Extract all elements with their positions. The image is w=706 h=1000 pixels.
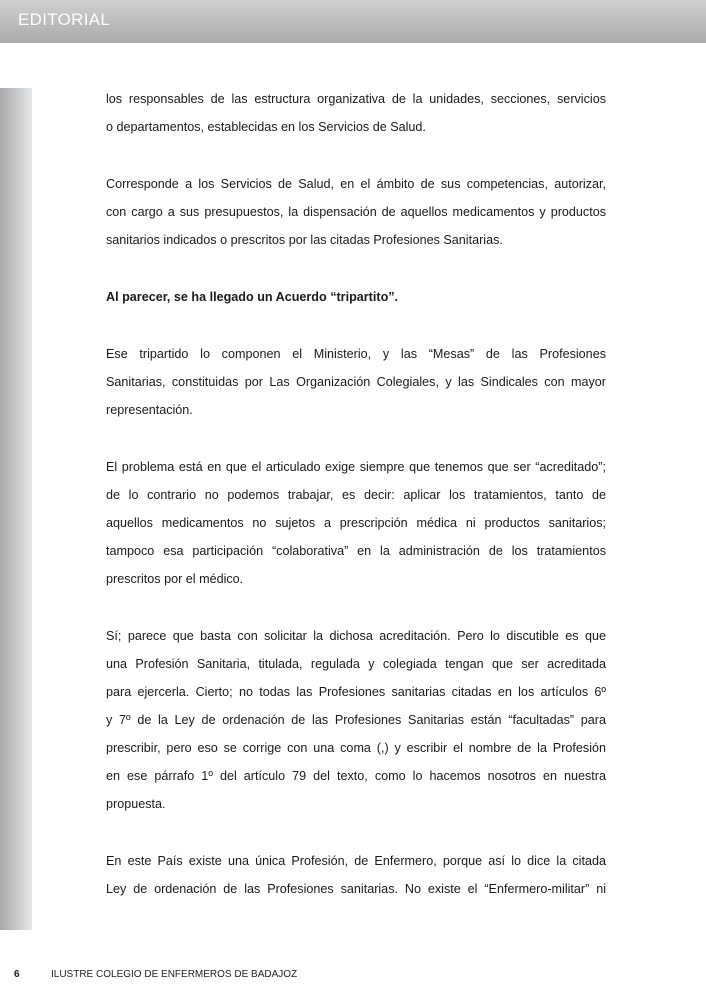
bold-paragraph: [106, 287, 606, 315]
text-line: prescribir, pero eso se corrige con una coma (,) y escribir el nombre de la Profesión: [106, 741, 606, 755]
footer-publication: ILUSTRE COLEGIO DE ENFERMEROS DE BADAJOZ: [51, 969, 298, 980]
paragraph: [106, 457, 606, 597]
text-line: prescritos por el médico.: [106, 572, 244, 586]
text-line: En este País existe una única Profesión, de Enfermero, porque así lo dice la citada: [106, 854, 606, 868]
text-line: representación.: [106, 403, 193, 417]
paragraph: [106, 89, 606, 145]
text-line: los responsables de las estructura organizativa de la unidades, secciones, servicios: [106, 92, 606, 106]
page-number: 6: [14, 969, 20, 980]
text-line: para ejercerla. Cierto; no todas las Profesiones sanitarias citadas en los artículos 6º: [106, 685, 606, 699]
text-line: tampoco esa participación “colaborativa” en la administración de los tratamientos: [106, 544, 606, 558]
text-line: Al parecer, se ha llegado un Acuerdo “tripartito”.: [106, 290, 399, 304]
text-line: Sanitarias, constituidas por Las Organización Colegiales, y las Sindicales con mayor: [106, 375, 606, 389]
text-line: Ley de ordenación de las Profesiones sanitarias. No existe el “Enfermero-militar” ni: [106, 882, 606, 896]
text-line: una Profesión Sanitaria, titulada, regulada y colegiada tengan que ser acreditada: [106, 657, 606, 671]
section-header: [0, 0, 706, 43]
section-title: EDITORIAL: [18, 10, 111, 29]
text-line: en ese párrafo 1º del artículo 79 del texto, como lo hacemos nosotros en nuestra: [106, 769, 606, 783]
text-line: Corresponde a los Servicios de Salud, en el ámbito de sus competencias, autorizar,: [106, 177, 606, 191]
text-line: Ese tripartido lo componen el Ministerio, y las “Mesas” de las Profesiones: [106, 347, 606, 361]
text-line: con cargo a sus presupuestos, la dispensación de aquellos medicamentos y productos: [106, 205, 606, 219]
paragraph: [106, 344, 606, 428]
decorative-side-bar: [0, 88, 32, 930]
text-line: de lo contrario no podemos trabajar, es decir: aplicar los tratamientos, tanto de: [106, 488, 606, 502]
paragraph: [106, 851, 606, 907]
paragraph: [106, 626, 606, 822]
paragraph: [106, 174, 606, 258]
text-line: sanitarios indicados o prescritos por las citadas Profesiones Sanitarias.: [106, 233, 503, 247]
text-line: aquellos medicamentos no sujetos a prescripción médica ni productos sanitarios;: [106, 516, 606, 530]
text-line: o departamentos, establecidas en los Servicios de Salud.: [106, 120, 426, 134]
text-line: El problema está en que el articulado exige siempre que tenemos que ser “acreditado”;: [106, 460, 606, 474]
text-line: y 7º de la Ley de ordenación de las Profesiones Sanitarias están “facultadas” para: [106, 713, 606, 727]
text-line: propuesta.: [106, 797, 166, 811]
article-body: [106, 89, 606, 936]
text-line: Sí; parece que basta con solicitar la dichosa acreditación. Pero lo discutible es que: [106, 629, 606, 643]
